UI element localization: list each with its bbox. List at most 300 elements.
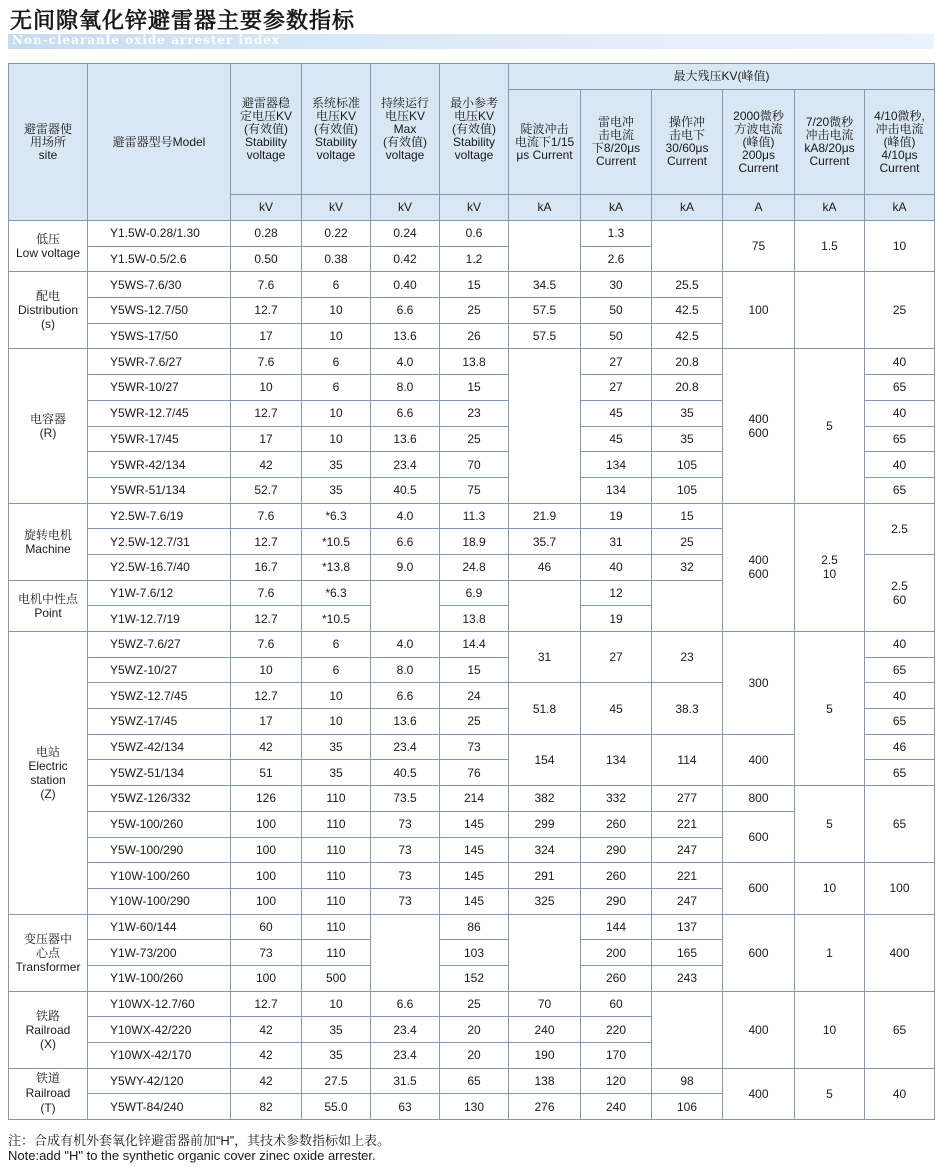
header-steep-current: 陡波冲击 电流下1/15 μs Current bbox=[509, 90, 581, 195]
steep-current-cell: 154 bbox=[509, 734, 581, 785]
model-cell: Y10WX-12.7/60 bbox=[88, 991, 231, 1017]
steep-current-cell: 138 bbox=[509, 1068, 581, 1094]
system-voltage-cell: 110 bbox=[302, 811, 371, 837]
model-cell: Y1W-12.7/19 bbox=[88, 606, 231, 632]
lightning-current-cell: 332 bbox=[581, 786, 652, 812]
system-voltage-cell: 10 bbox=[302, 426, 371, 452]
rated-voltage-cell: 126 bbox=[231, 786, 302, 812]
steep-current-cell: 325 bbox=[509, 888, 581, 914]
rated-voltage-cell: 60 bbox=[231, 914, 302, 940]
system-voltage-cell: *10.5 bbox=[302, 606, 371, 632]
rated-voltage-cell: 82 bbox=[231, 1094, 302, 1120]
lightning-current-cell: 240 bbox=[581, 1094, 652, 1120]
720us-current-cell: 1.5 bbox=[795, 221, 865, 272]
720us-current-cell: 5 bbox=[795, 1068, 865, 1119]
header-2000us-current: 2000微秒 方波电流 (峰值) 200μs Current bbox=[723, 90, 795, 195]
rated-voltage-cell: 100 bbox=[231, 863, 302, 889]
continuous-voltage-cell: 8.0 bbox=[371, 375, 440, 401]
model-cell: Y5WZ-42/134 bbox=[88, 734, 231, 760]
model-cell: Y5WS-7.6/30 bbox=[88, 272, 231, 298]
switching-current-cell: 243 bbox=[652, 965, 723, 991]
site-distribution: 配电 Distribution (s) bbox=[9, 272, 88, 349]
model-cell: Y2.5W-12.7/31 bbox=[88, 529, 231, 555]
unit-cell: kA bbox=[865, 195, 935, 221]
steep-current-cell: 21.9 bbox=[509, 503, 581, 529]
model-cell: Y5WR-51/134 bbox=[88, 477, 231, 503]
site-neutral-point: 电机中性点 Point bbox=[9, 580, 88, 631]
table-row bbox=[9, 863, 935, 889]
lightning-current-cell: 50 bbox=[581, 298, 652, 324]
header-system-voltage: 系统标准 电压KV (有效值) Stability voltage bbox=[302, 64, 371, 195]
2000us-current-cell: 400 600 bbox=[723, 503, 795, 631]
model-cell: Y2.5W-7.6/19 bbox=[88, 503, 231, 529]
410us-current-cell: 65 bbox=[865, 426, 935, 452]
model-cell: Y1W-100/260 bbox=[88, 965, 231, 991]
rated-voltage-cell: 7.6 bbox=[231, 580, 302, 606]
switching-current-cell: 98 bbox=[652, 1068, 723, 1094]
reference-voltage-cell: 65 bbox=[440, 1068, 509, 1094]
reference-voltage-cell: 25 bbox=[440, 426, 509, 452]
reference-voltage-cell: 25 bbox=[440, 709, 509, 735]
reference-voltage-cell: 24 bbox=[440, 683, 509, 709]
model-cell: Y5WZ-7.6/27 bbox=[88, 632, 231, 658]
table-row bbox=[9, 1068, 935, 1094]
410us-current-cell: 10 bbox=[865, 221, 935, 272]
switching-current-cell: 23 bbox=[652, 632, 723, 683]
reference-voltage-cell: 24.8 bbox=[440, 554, 509, 580]
continuous-voltage-cell: 6.6 bbox=[371, 400, 440, 426]
system-voltage-cell: 500 bbox=[302, 965, 371, 991]
model-cell: Y5WS-12.7/50 bbox=[88, 298, 231, 324]
header-continuous-voltage: 持续运行 电压KV Max (有效值) voltage bbox=[371, 64, 440, 195]
410us-current-cell: 46 bbox=[865, 734, 935, 760]
switching-current-cell: 165 bbox=[652, 940, 723, 966]
system-voltage-cell: 35 bbox=[302, 734, 371, 760]
system-voltage-cell: 110 bbox=[302, 888, 371, 914]
system-voltage-cell: 6 bbox=[302, 349, 371, 375]
continuous-voltage-cell: 0.40 bbox=[371, 272, 440, 298]
2000us-current-cell: 600 bbox=[723, 914, 795, 991]
model-cell: Y5WR-17/45 bbox=[88, 426, 231, 452]
reference-voltage-cell: 15 bbox=[440, 272, 509, 298]
lightning-current-cell: 144 bbox=[581, 914, 652, 940]
lightning-current-cell: 220 bbox=[581, 1017, 652, 1043]
lightning-current-cell: 290 bbox=[581, 888, 652, 914]
lightning-current-cell: 60 bbox=[581, 991, 652, 1017]
model-cell: Y5WZ-126/332 bbox=[88, 786, 231, 812]
reference-voltage-cell: 76 bbox=[440, 760, 509, 786]
rated-voltage-cell: 12.7 bbox=[231, 400, 302, 426]
410us-current-cell: 400 bbox=[865, 914, 935, 991]
reference-voltage-cell: 23 bbox=[440, 400, 509, 426]
rated-voltage-cell: 7.6 bbox=[231, 503, 302, 529]
reference-voltage-cell: 145 bbox=[440, 863, 509, 889]
rated-voltage-cell: 42 bbox=[231, 1017, 302, 1043]
system-voltage-cell: 6 bbox=[302, 272, 371, 298]
system-voltage-cell: 110 bbox=[302, 940, 371, 966]
continuous-voltage-cell: 6.6 bbox=[371, 683, 440, 709]
lightning-current-cell: 19 bbox=[581, 606, 652, 632]
header-model: 避雷器型号Model bbox=[88, 64, 231, 221]
unit-cell: kA bbox=[652, 195, 723, 221]
lightning-current-cell: 134 bbox=[581, 477, 652, 503]
reference-voltage-cell: 13.8 bbox=[440, 349, 509, 375]
lightning-current-cell: 27 bbox=[581, 632, 652, 683]
720us-current-cell: 1 bbox=[795, 914, 865, 991]
unit-cell: kA bbox=[795, 195, 865, 221]
site-electric-station: 电站 Electric station (Z) bbox=[9, 632, 88, 915]
lightning-current-cell: 19 bbox=[581, 503, 652, 529]
unit-cell: kV bbox=[231, 195, 302, 221]
410us-current-cell: 40 bbox=[865, 632, 935, 658]
steep-current-cell: 46 bbox=[509, 554, 581, 580]
system-voltage-cell: 10 bbox=[302, 709, 371, 735]
steep-current-cell: 299 bbox=[509, 811, 581, 837]
unit-cell: A bbox=[723, 195, 795, 221]
410us-current-cell: 100 bbox=[865, 863, 935, 914]
410us-current-cell: 40 bbox=[865, 400, 935, 426]
system-voltage-cell: 110 bbox=[302, 786, 371, 812]
steep-current-cell: 34.5 bbox=[509, 272, 581, 298]
model-cell: Y1W-73/200 bbox=[88, 940, 231, 966]
steep-current-cell: 51.8 bbox=[509, 683, 581, 734]
model-cell: Y1W-7.6/12 bbox=[88, 580, 231, 606]
rated-voltage-cell: 12.7 bbox=[231, 991, 302, 1017]
switching-current-cell: 15 bbox=[652, 503, 723, 529]
continuous-voltage-cell: 23.4 bbox=[371, 452, 440, 478]
continuous-voltage-cell: 4.0 bbox=[371, 503, 440, 529]
model-cell: Y5WS-17/50 bbox=[88, 323, 231, 349]
reference-voltage-cell: 73 bbox=[440, 734, 509, 760]
table-row bbox=[9, 786, 935, 812]
410us-current-cell: 25 bbox=[865, 272, 935, 349]
switching-current-cell: 277 bbox=[652, 786, 723, 812]
410us-current-cell: 65 bbox=[865, 709, 935, 735]
system-voltage-cell: 35 bbox=[302, 452, 371, 478]
continuous-voltage-cell: 73.5 bbox=[371, 786, 440, 812]
page-title: 无间隙氧化锌避雷器主要参数指标 bbox=[10, 8, 356, 34]
unit-cell: kA bbox=[581, 195, 652, 221]
footnote-chinese: 注：合成有机外套氧化锌避雷器前加“H”，其技术参数指标如上表。 bbox=[8, 1133, 391, 1148]
lightning-current-cell: 45 bbox=[581, 426, 652, 452]
720us-current-cell: 10 bbox=[795, 863, 865, 914]
steep-current-cell: 276 bbox=[509, 1094, 581, 1120]
720us-current-cell: 10 bbox=[795, 991, 865, 1068]
lightning-current-cell: 30 bbox=[581, 272, 652, 298]
rated-voltage-cell: 0.28 bbox=[231, 221, 302, 247]
site-transformer: 变压器中 心点 Transformer bbox=[9, 914, 88, 991]
rated-voltage-cell: 10 bbox=[231, 657, 302, 683]
model-cell: Y5WZ-51/134 bbox=[88, 760, 231, 786]
continuous-voltage-cell: 40.5 bbox=[371, 760, 440, 786]
rated-voltage-cell: 51 bbox=[231, 760, 302, 786]
continuous-voltage-cell: 13.6 bbox=[371, 426, 440, 452]
steep-current-cell bbox=[509, 349, 581, 503]
lightning-current-cell: 31 bbox=[581, 529, 652, 555]
site-railroad-x: 铁路 Railroad (X) bbox=[9, 991, 88, 1068]
2000us-current-cell: 100 bbox=[723, 272, 795, 349]
model-cell: Y5W-100/290 bbox=[88, 837, 231, 863]
lightning-current-cell: 134 bbox=[581, 734, 652, 785]
system-voltage-cell: 35 bbox=[302, 477, 371, 503]
system-voltage-cell: 10 bbox=[302, 323, 371, 349]
switching-current-cell: 247 bbox=[652, 888, 723, 914]
reference-voltage-cell: 26 bbox=[440, 323, 509, 349]
system-voltage-cell: 0.38 bbox=[302, 246, 371, 272]
continuous-voltage-cell: 73 bbox=[371, 837, 440, 863]
system-voltage-cell: 110 bbox=[302, 863, 371, 889]
reference-voltage-cell: 86 bbox=[440, 914, 509, 940]
switching-current-cell: 25.5 bbox=[652, 272, 723, 298]
rated-voltage-cell: 73 bbox=[231, 940, 302, 966]
header-410us-current: 4/10微秒, 冲击电流 (峰值) 4/10μs Current bbox=[865, 90, 935, 195]
switching-current-cell: 42.5 bbox=[652, 298, 723, 324]
rated-voltage-cell: 100 bbox=[231, 811, 302, 837]
reference-voltage-cell: 20 bbox=[440, 1043, 509, 1069]
header-reference-voltage: 最小参考 电压KV (有效值) Stability voltage bbox=[440, 64, 509, 195]
lightning-current-cell: 45 bbox=[581, 400, 652, 426]
steep-current-cell bbox=[509, 914, 581, 991]
system-voltage-cell: 35 bbox=[302, 1017, 371, 1043]
720us-current-cell: 5 bbox=[795, 632, 865, 786]
switching-current-cell: 105 bbox=[652, 477, 723, 503]
system-voltage-cell: 6 bbox=[302, 632, 371, 658]
lightning-current-cell: 2.6 bbox=[581, 246, 652, 272]
continuous-voltage-cell: 6.6 bbox=[371, 529, 440, 555]
system-voltage-cell: *10.5 bbox=[302, 529, 371, 555]
reference-voltage-cell: 13.8 bbox=[440, 606, 509, 632]
lightning-current-cell: 12 bbox=[581, 580, 652, 606]
reference-voltage-cell: 75 bbox=[440, 477, 509, 503]
model-cell: Y1.5W-0.28/1.30 bbox=[88, 221, 231, 247]
410us-current-cell: 65 bbox=[865, 786, 935, 863]
rated-voltage-cell: 17 bbox=[231, 426, 302, 452]
continuous-voltage-cell bbox=[371, 580, 440, 631]
system-voltage-cell: 27.5 bbox=[302, 1068, 371, 1094]
continuous-voltage-cell: 6.6 bbox=[371, 991, 440, 1017]
switching-current-cell: 106 bbox=[652, 1094, 723, 1120]
switching-current-cell: 35 bbox=[652, 426, 723, 452]
reference-voltage-cell: 214 bbox=[440, 786, 509, 812]
continuous-voltage-cell: 0.24 bbox=[371, 221, 440, 247]
system-voltage-cell: 55.0 bbox=[302, 1094, 371, 1120]
model-cell: Y5WR-7.6/27 bbox=[88, 349, 231, 375]
system-voltage-cell: 0.22 bbox=[302, 221, 371, 247]
rated-voltage-cell: 12.7 bbox=[231, 298, 302, 324]
steep-current-cell: 35.7 bbox=[509, 529, 581, 555]
rated-voltage-cell: 42 bbox=[231, 452, 302, 478]
continuous-voltage-cell: 31.5 bbox=[371, 1068, 440, 1094]
steep-current-cell bbox=[509, 221, 581, 272]
system-voltage-cell: 10 bbox=[302, 683, 371, 709]
reference-voltage-cell: 14.4 bbox=[440, 632, 509, 658]
model-cell: Y5WR-42/134 bbox=[88, 452, 231, 478]
410us-current-cell: 40 bbox=[865, 349, 935, 375]
model-cell: Y5WZ-12.7/45 bbox=[88, 683, 231, 709]
switching-current-cell: 20.8 bbox=[652, 375, 723, 401]
site-low-voltage: 低压 Low voltage bbox=[9, 221, 88, 272]
continuous-voltage-cell: 13.6 bbox=[371, 323, 440, 349]
lightning-current-cell: 50 bbox=[581, 323, 652, 349]
system-voltage-cell: 110 bbox=[302, 837, 371, 863]
table-row bbox=[9, 349, 935, 375]
system-voltage-cell: 10 bbox=[302, 298, 371, 324]
switching-current-cell: 114 bbox=[652, 734, 723, 785]
system-voltage-cell: *6.3 bbox=[302, 503, 371, 529]
rated-voltage-cell: 12.7 bbox=[231, 683, 302, 709]
reference-voltage-cell: 70 bbox=[440, 452, 509, 478]
2000us-current-cell: 800 bbox=[723, 786, 795, 812]
410us-current-cell: 40 bbox=[865, 683, 935, 709]
switching-current-cell: 247 bbox=[652, 837, 723, 863]
reference-voltage-cell: 130 bbox=[440, 1094, 509, 1120]
table-row bbox=[9, 632, 935, 658]
rated-voltage-cell: 52.7 bbox=[231, 477, 302, 503]
lightning-current-cell: 170 bbox=[581, 1043, 652, 1069]
system-voltage-cell: *6.3 bbox=[302, 580, 371, 606]
rated-voltage-cell: 100 bbox=[231, 888, 302, 914]
rated-voltage-cell: 7.6 bbox=[231, 272, 302, 298]
continuous-voltage-cell: 0.42 bbox=[371, 246, 440, 272]
lightning-current-cell: 260 bbox=[581, 863, 652, 889]
lightning-current-cell: 27 bbox=[581, 375, 652, 401]
site-machine: 旋转电机 Machine bbox=[9, 503, 88, 580]
720us-current-cell: 5 bbox=[795, 349, 865, 503]
410us-current-cell: 2.5 60 bbox=[865, 554, 935, 631]
steep-current-cell: 240 bbox=[509, 1017, 581, 1043]
rated-voltage-cell: 12.7 bbox=[231, 529, 302, 555]
switching-current-cell: 38.3 bbox=[652, 683, 723, 734]
site-capacitor: 电容器 (R) bbox=[9, 349, 88, 503]
switching-current-cell bbox=[652, 991, 723, 1068]
model-cell: Y5WZ-10/27 bbox=[88, 657, 231, 683]
720us-current-cell: 2.5 10 bbox=[795, 503, 865, 631]
720us-current-cell: 5 bbox=[795, 786, 865, 863]
reference-voltage-cell: 145 bbox=[440, 811, 509, 837]
reference-voltage-cell: 152 bbox=[440, 965, 509, 991]
410us-current-cell: 2.5 bbox=[865, 503, 935, 554]
system-voltage-cell: 6 bbox=[302, 657, 371, 683]
2000us-current-cell: 400 bbox=[723, 734, 795, 785]
model-cell: Y1.5W-0.5/2.6 bbox=[88, 246, 231, 272]
reference-voltage-cell: 145 bbox=[440, 837, 509, 863]
unit-cell: kA bbox=[509, 195, 581, 221]
table-row bbox=[9, 991, 935, 1017]
table-row bbox=[9, 914, 935, 940]
model-cell: Y10W-100/260 bbox=[88, 863, 231, 889]
lightning-current-cell: 200 bbox=[581, 940, 652, 966]
410us-current-cell: 40 bbox=[865, 452, 935, 478]
410us-current-cell: 65 bbox=[865, 477, 935, 503]
system-voltage-cell: 35 bbox=[302, 1043, 371, 1069]
rated-voltage-cell: 100 bbox=[231, 837, 302, 863]
reference-voltage-cell: 15 bbox=[440, 375, 509, 401]
system-voltage-cell: 6 bbox=[302, 375, 371, 401]
reference-voltage-cell: 15 bbox=[440, 657, 509, 683]
rated-voltage-cell: 12.7 bbox=[231, 606, 302, 632]
rated-voltage-cell: 7.6 bbox=[231, 349, 302, 375]
continuous-voltage-cell: 6.6 bbox=[371, 298, 440, 324]
switching-current-cell: 221 bbox=[652, 863, 723, 889]
rated-voltage-cell: 100 bbox=[231, 965, 302, 991]
system-voltage-cell: 35 bbox=[302, 760, 371, 786]
site-railroad-t: 铁道 Railroad (T) bbox=[9, 1068, 88, 1119]
arrester-parameter-table bbox=[8, 63, 935, 1120]
steep-current-cell: 57.5 bbox=[509, 323, 581, 349]
steep-current-cell: 382 bbox=[509, 786, 581, 812]
rated-voltage-cell: 42 bbox=[231, 1043, 302, 1069]
table-row bbox=[9, 503, 935, 529]
reference-voltage-cell: 11.3 bbox=[440, 503, 509, 529]
rated-voltage-cell: 42 bbox=[231, 734, 302, 760]
model-cell: Y5WZ-17/45 bbox=[88, 709, 231, 735]
model-cell: Y5WY-42/120 bbox=[88, 1068, 231, 1094]
reference-voltage-cell: 0.6 bbox=[440, 221, 509, 247]
continuous-voltage-cell: 13.6 bbox=[371, 709, 440, 735]
reference-voltage-cell: 145 bbox=[440, 888, 509, 914]
410us-current-cell: 65 bbox=[865, 760, 935, 786]
table-row bbox=[9, 272, 935, 298]
2000us-current-cell: 600 bbox=[723, 811, 795, 862]
steep-current-cell: 31 bbox=[509, 632, 581, 683]
switching-current-cell: 42.5 bbox=[652, 323, 723, 349]
table-row bbox=[9, 221, 935, 247]
model-cell: Y5WR-10/27 bbox=[88, 375, 231, 401]
steep-current-cell: 324 bbox=[509, 837, 581, 863]
rated-voltage-cell: 42 bbox=[231, 1068, 302, 1094]
model-cell: Y5WR-12.7/45 bbox=[88, 400, 231, 426]
reference-voltage-cell: 6.9 bbox=[440, 580, 509, 606]
steep-current-cell: 70 bbox=[509, 991, 581, 1017]
switching-current-cell: 221 bbox=[652, 811, 723, 837]
rated-voltage-cell: 16.7 bbox=[231, 554, 302, 580]
continuous-voltage-cell bbox=[371, 914, 440, 991]
steep-current-cell: 57.5 bbox=[509, 298, 581, 324]
lightning-current-cell: 1.3 bbox=[581, 221, 652, 247]
410us-current-cell: 40 bbox=[865, 1068, 935, 1119]
lightning-current-cell: 260 bbox=[581, 965, 652, 991]
continuous-voltage-cell: 23.4 bbox=[371, 1043, 440, 1069]
switching-current-cell bbox=[652, 580, 723, 631]
rated-voltage-cell: 7.6 bbox=[231, 632, 302, 658]
switching-current-cell: 35 bbox=[652, 400, 723, 426]
unit-cell: kV bbox=[371, 195, 440, 221]
model-cell: Y10WX-42/170 bbox=[88, 1043, 231, 1069]
continuous-voltage-cell: 73 bbox=[371, 863, 440, 889]
720us-current-cell bbox=[795, 272, 865, 349]
steep-current-cell: 291 bbox=[509, 863, 581, 889]
continuous-voltage-cell: 4.0 bbox=[371, 349, 440, 375]
lightning-current-cell: 290 bbox=[581, 837, 652, 863]
switching-current-cell bbox=[652, 221, 723, 272]
header-residual-voltage: 最大残压KV(峰值) bbox=[509, 64, 935, 90]
switching-current-cell: 137 bbox=[652, 914, 723, 940]
lightning-current-cell: 260 bbox=[581, 811, 652, 837]
reference-voltage-cell: 103 bbox=[440, 940, 509, 966]
switching-current-cell: 20.8 bbox=[652, 349, 723, 375]
model-cell: Y10W-100/290 bbox=[88, 888, 231, 914]
continuous-voltage-cell: 73 bbox=[371, 888, 440, 914]
2000us-current-cell: 600 bbox=[723, 863, 795, 914]
unit-cell: kV bbox=[440, 195, 509, 221]
system-voltage-cell: *13.8 bbox=[302, 554, 371, 580]
steep-current-cell bbox=[509, 580, 581, 631]
system-voltage-cell: 10 bbox=[302, 991, 371, 1017]
model-cell: Y5W-100/260 bbox=[88, 811, 231, 837]
continuous-voltage-cell: 63 bbox=[371, 1094, 440, 1120]
footnote-english: Note:add "H" to the synthetic organic cover zinec oxide arrester. bbox=[8, 1148, 376, 1163]
switching-current-cell: 25 bbox=[652, 529, 723, 555]
